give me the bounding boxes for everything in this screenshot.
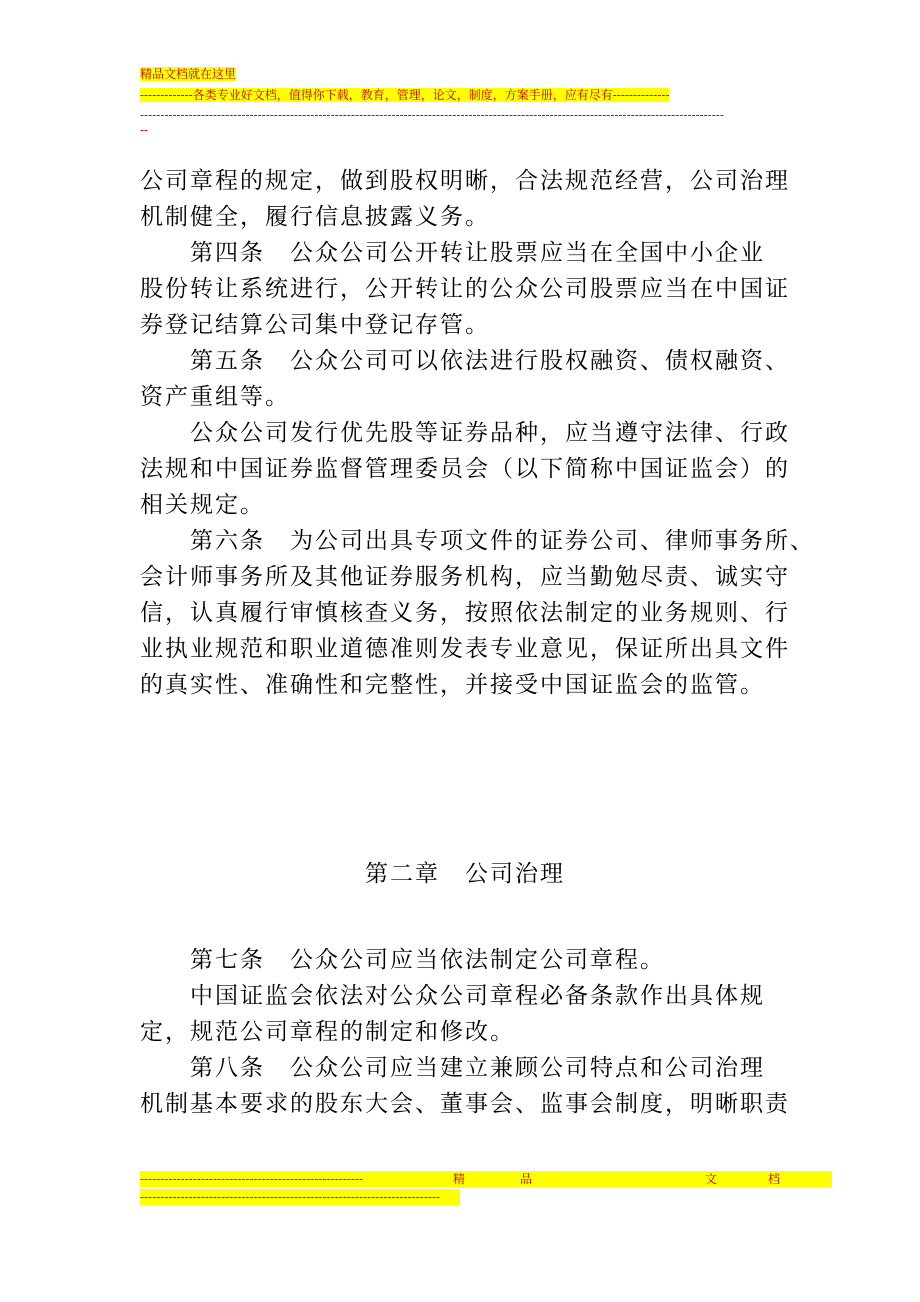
text-line: 券登记结算公司集中登记存管。 <box>140 312 490 338</box>
footer-dashes: ------------------------------------------------------- <box>140 1172 364 1186</box>
footer-separator: -------------------------------------------------------------------------- <box>140 1189 460 1205</box>
footer-word: 档 <box>768 1172 781 1186</box>
text-line: 中国证监会依法对公众公司章程必备条款作出具体规 <box>190 983 765 1009</box>
header-title <box>140 66 236 83</box>
text-line: 资产重组等。 <box>140 384 290 410</box>
text-line: 定，规范公司章程的制定和修改。 <box>140 1019 515 1045</box>
text-line: 的真实性、准确性和完整性，并接受中国证监会的监管。 <box>140 672 765 698</box>
header-title-text: 精品文档就在这里 <box>140 67 237 81</box>
text-line: 第七条 公众公司应当依法制定公司章程。 <box>190 947 665 973</box>
text-line: 信，认真履行审慎核查义务，按照依法制定的业务规则、行 <box>140 600 790 626</box>
text-line: 业执业规范和职业道德准则发表专业意见，保证所出具文件 <box>140 636 790 662</box>
text-line: 会计师事务所及其他证券服务机构，应当勤勉尽责、诚实守 <box>140 564 790 590</box>
paragraph-article-6 <box>140 523 815 703</box>
paragraph-continuation <box>140 163 790 235</box>
text-line: 机制健全，履行信息披露义务。 <box>140 204 490 230</box>
text-line: 第五条 公众公司可以依法进行股权融资、债权融资、 <box>190 348 790 374</box>
paragraph-preferred-shares <box>140 415 790 523</box>
paragraph-csrc-articles <box>140 978 790 1050</box>
text-line: 公众公司发行优先股等证券品种，应当遵守法律、行政 <box>190 420 790 446</box>
text-line: 相关规定。 <box>140 492 265 518</box>
paragraph-article-7 <box>140 942 790 978</box>
header-tagline-text: -------------各类专业好文档，值得你下载，教育，管理，论文，制度，方案手册，应有尽有-------------- <box>140 88 670 102</box>
text-line: 第八条 公众公司应当建立兼顾公司特点和公司治理 <box>190 1055 765 1081</box>
footer-word: 品 <box>520 1172 533 1186</box>
chapter-heading: 第二章 公司治理 <box>365 861 565 887</box>
paragraph-article-8 <box>140 1050 790 1122</box>
footer-word: 精 <box>453 1172 466 1186</box>
header-tagline <box>140 87 669 104</box>
text-line: 股份转让系统进行，公开转让的公众公司股票应当在中国证 <box>140 276 790 302</box>
document-body-bottom <box>140 942 790 1122</box>
paragraph-article-4 <box>140 235 790 343</box>
footer-word: 文 <box>705 1172 718 1186</box>
text-line: 第四条 公众公司公开转让股票应当在全国中小企业 <box>190 240 765 266</box>
header-separator-tail: -- <box>140 123 149 137</box>
document-body-top <box>140 163 815 703</box>
header-separator: ------------------------------------------------------------------------------------------------------------------------------------------------ <box>140 108 724 122</box>
text-line: 公司章程的规定，做到股权明晰，合法规范经营，公司治理 <box>140 168 790 194</box>
footer-banner <box>140 1171 832 1187</box>
text-line: 第六条 为公司出具专项文件的证券公司、律师事务所、 <box>190 528 815 554</box>
text-line: 机制基本要求的股东大会、董事会、监事会制度，明晰职责 <box>140 1091 790 1117</box>
paragraph-article-5 <box>140 343 790 415</box>
text-line: 法规和中国证券监督管理委员会（以下简称中国证监会）的 <box>140 456 790 482</box>
